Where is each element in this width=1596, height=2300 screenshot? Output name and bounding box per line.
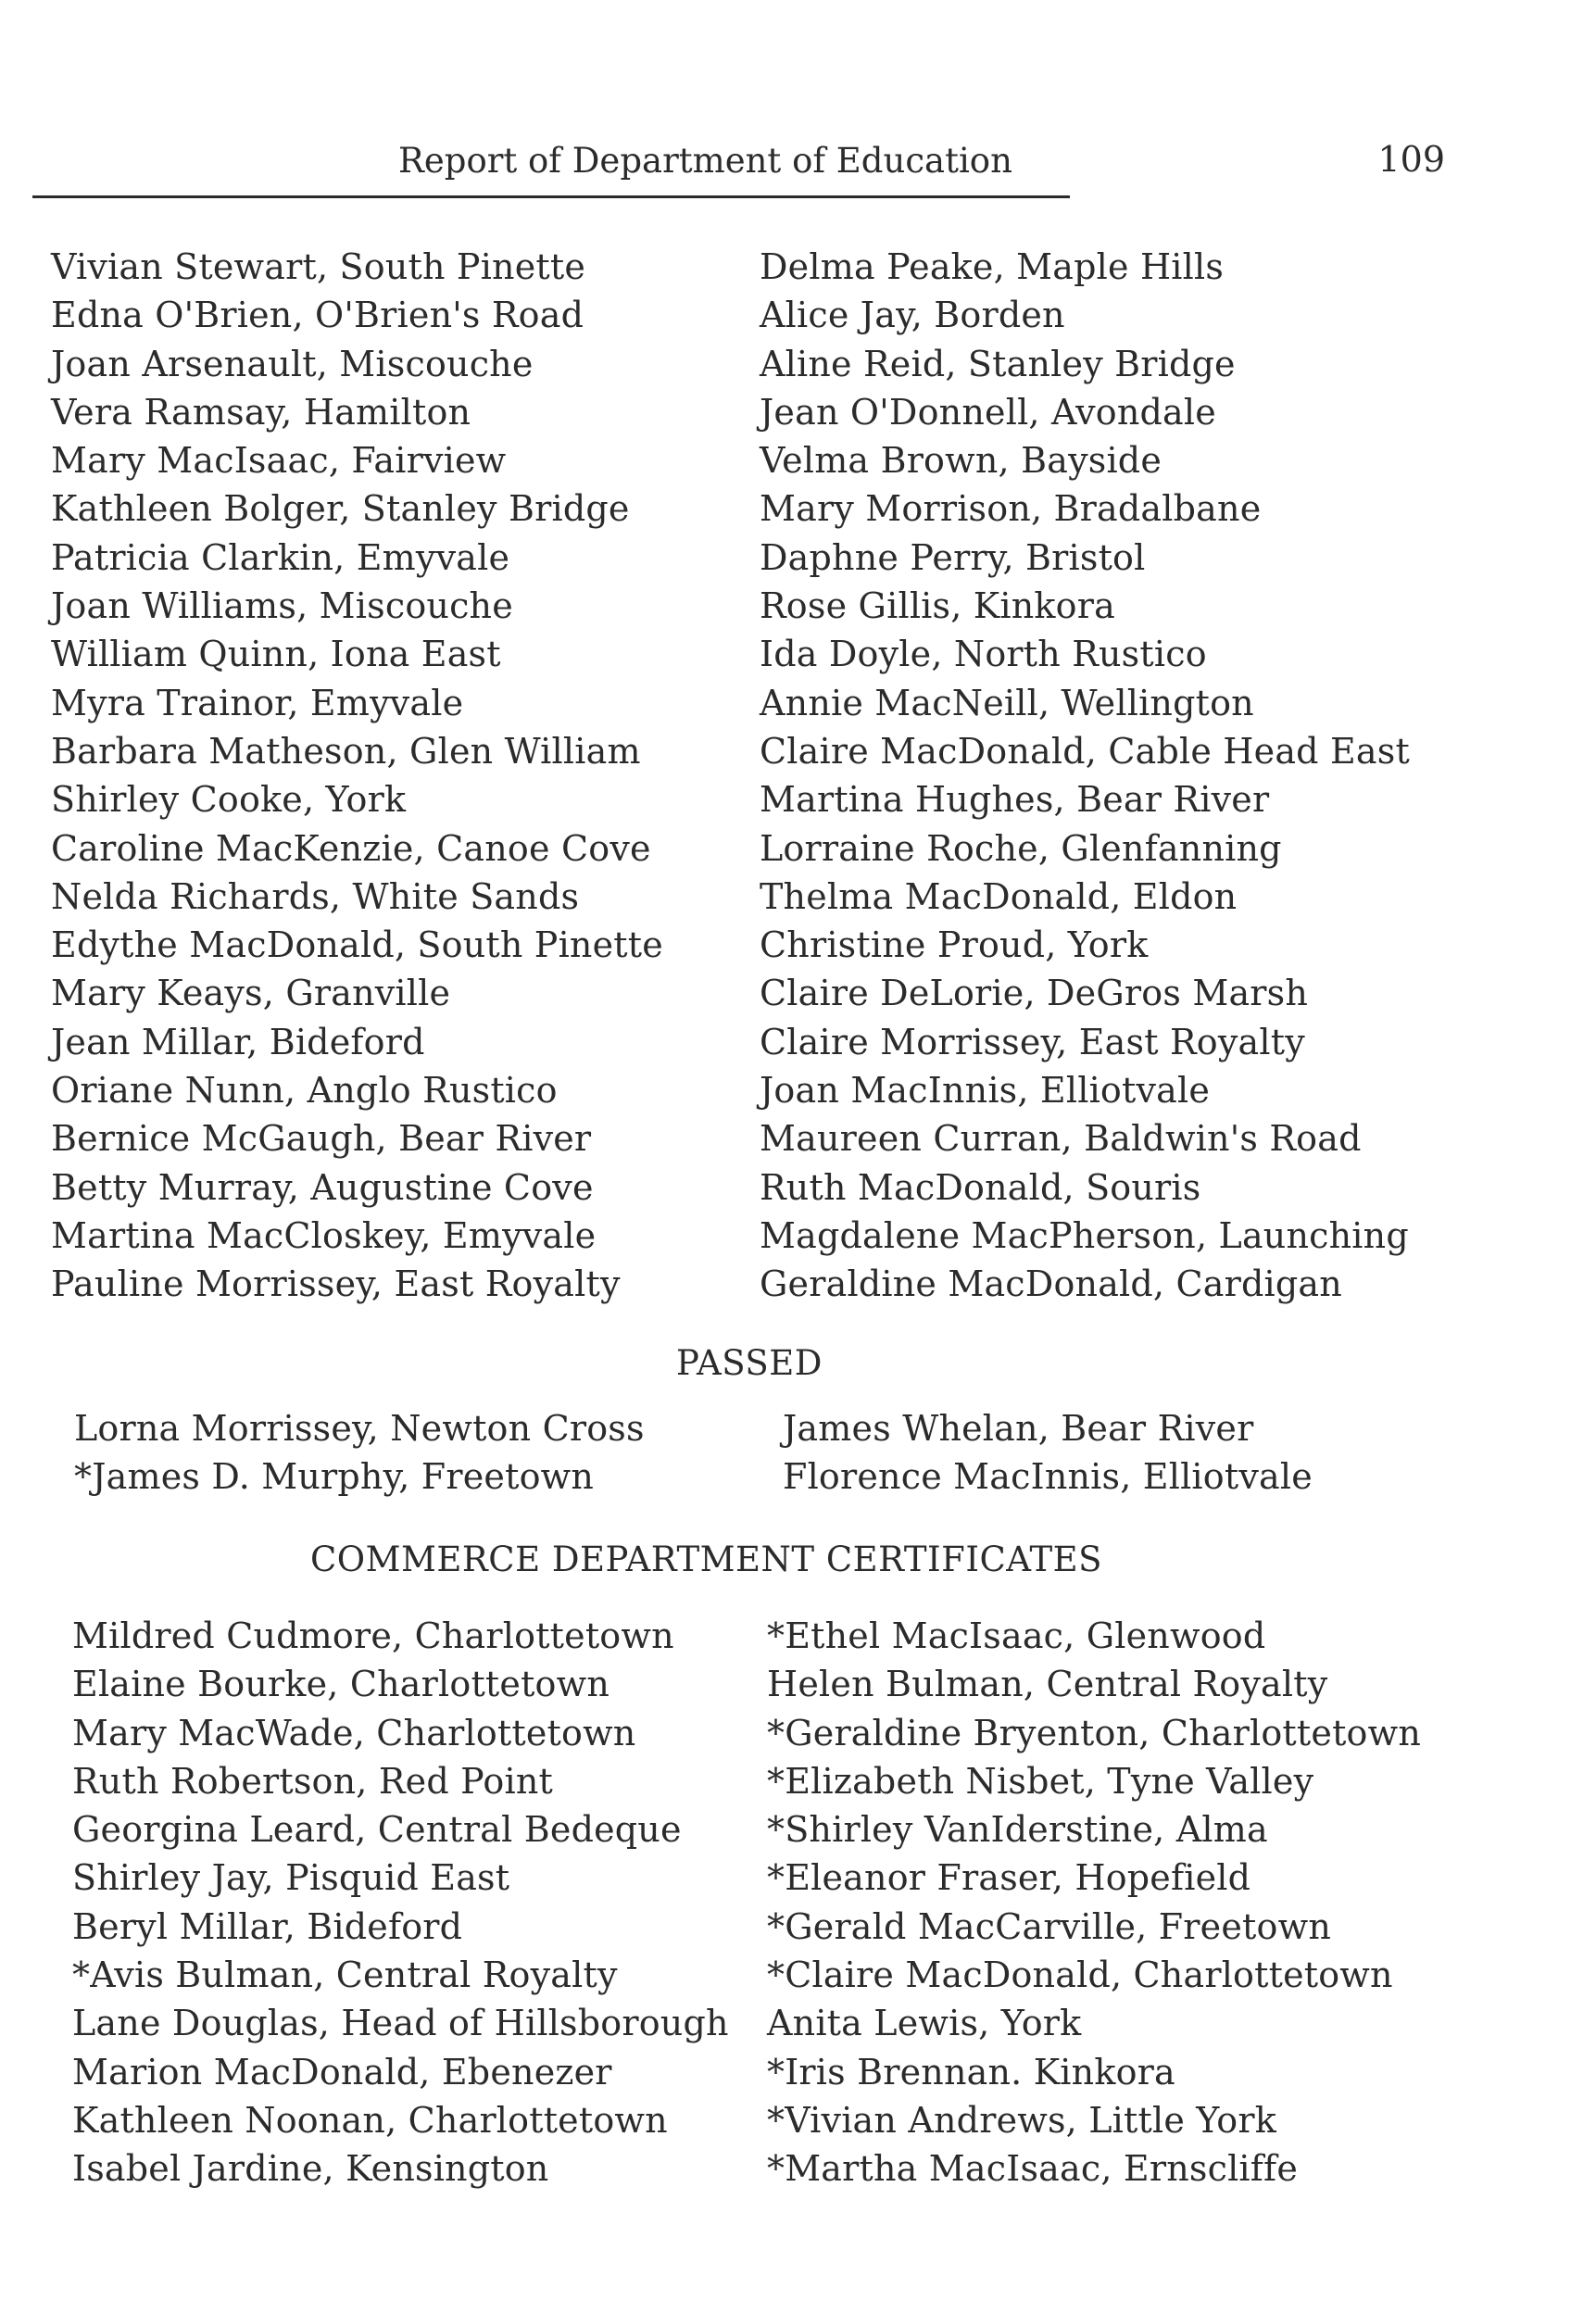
- list-item: Martina MacCloskey, Emyvale: [51, 1214, 597, 1256]
- list-item: Beryl Millar, Bideford: [72, 1905, 463, 1947]
- list-item: *Avis Bulman, Central Royalty: [72, 1954, 618, 1996]
- list-item: *Geraldine Bryenton, Charlottetown: [767, 1712, 1422, 1753]
- names-list-left: [51, 243, 663, 1309]
- list-item: *Elizabeth Nisbet, Tyne Valley: [767, 1760, 1314, 1802]
- list-item: Mary MacWade, Charlottetown: [72, 1712, 636, 1753]
- list-item: Nelda Richards, White Sands: [51, 875, 580, 917]
- list-item: Daphne Perry, Bristol: [760, 536, 1146, 578]
- list-item: Marion MacDonald, Ebenezer: [72, 2051, 612, 2093]
- list-item: *Eleanor Fraser, Hopefield: [767, 1857, 1251, 1899]
- list-item: Joan Williams, Miscouche: [51, 585, 513, 627]
- passed-list-right: [783, 1404, 1313, 1502]
- page-number: 109: [1377, 139, 1445, 180]
- list-item: William Quinn, Iona East: [51, 634, 501, 675]
- running-title: Report of Department of Education: [398, 141, 1012, 181]
- list-item: Maureen Curran, Baldwin's Road: [760, 1118, 1362, 1160]
- section-heading-passed: PASSED: [676, 1343, 823, 1383]
- passed-list-left: [74, 1404, 645, 1502]
- list-item: Joan Arsenault, Miscouche: [51, 343, 534, 384]
- list-item: Magdalene MacPherson, Launching: [760, 1214, 1409, 1256]
- page-header: [32, 139, 1445, 195]
- list-item: *Gerald MacCarville, Freetown: [767, 1905, 1331, 1947]
- list-item: Jean Millar, Bideford: [51, 1021, 425, 1062]
- list-item: Vivian Stewart, South Pinette: [51, 246, 586, 287]
- list-item: Lane Douglas, Head of Hillsborough: [72, 2003, 729, 2044]
- list-item: Mary Keays, Granville: [51, 973, 451, 1014]
- list-item: Claire Morrissey, East Royalty: [760, 1021, 1305, 1062]
- commerce-list-left: [72, 1612, 729, 2193]
- list-item: Patricia Clarkin, Emyvale: [51, 536, 510, 578]
- list-item: Caroline MacKenzie, Canoe Cove: [51, 827, 651, 869]
- list-item: Oriane Nunn, Anglo Rustico: [51, 1070, 558, 1112]
- list-item: Martina Hughes, Bear River: [760, 779, 1270, 821]
- header-rule: [32, 195, 1070, 198]
- list-item: Kathleen Noonan, Charlottetown: [72, 2099, 668, 2141]
- list-item: Rose Gillis, Kinkora: [760, 585, 1115, 627]
- list-item: Christine Proud, York: [760, 924, 1149, 966]
- list-item: Shirley Cooke, York: [51, 779, 407, 821]
- list-item: Ruth MacDonald, Souris: [760, 1166, 1201, 1208]
- list-item: Mary MacIsaac, Fairview: [51, 440, 507, 482]
- list-item: Shirley Jay, Pisquid East: [72, 1857, 510, 1899]
- list-item: *Vivian Andrews, Little York: [767, 2099, 1276, 2141]
- list-item: Annie MacNeill, Wellington: [760, 682, 1254, 723]
- list-item: *Shirley VanIderstine, Alma: [767, 1809, 1268, 1851]
- list-item: Anita Lewis, York: [767, 2003, 1082, 2044]
- list-item: *Claire MacDonald, Charlottetown: [767, 1954, 1393, 1996]
- list-item: Claire DeLorie, DeGros Marsh: [760, 973, 1309, 1014]
- list-item: Kathleen Bolger, Stanley Bridge: [51, 488, 630, 530]
- list-item: Delma Peake, Maple Hills: [760, 246, 1225, 287]
- list-item: Thelma MacDonald, Eldon: [760, 875, 1238, 917]
- list-item: Ruth Robertson, Red Point: [72, 1760, 553, 1802]
- list-item: Mary Morrison, Bradalbane: [760, 488, 1262, 530]
- list-item: James Whelan, Bear River: [783, 1408, 1254, 1449]
- list-item: Elaine Bourke, Charlottetown: [72, 1664, 610, 1705]
- list-item: *Ethel MacIsaac, Glenwood: [767, 1615, 1266, 1656]
- list-item: Lorraine Roche, Glenfanning: [760, 827, 1282, 869]
- list-item: Geraldine MacDonald, Cardigan: [760, 1263, 1342, 1305]
- list-item: Pauline Morrissey, East Royalty: [51, 1263, 621, 1305]
- list-item: Georgina Leard, Central Bedeque: [72, 1809, 682, 1851]
- list-item: Barbara Matheson, Glen William: [51, 730, 641, 772]
- list-item: *Martha MacIsaac, Ernscliffe: [767, 2148, 1299, 2190]
- list-item: Bernice McGaugh, Bear River: [51, 1118, 592, 1160]
- list-item: Aline Reid, Stanley Bridge: [760, 343, 1236, 384]
- list-item: Florence MacInnis, Elliotvale: [783, 1456, 1313, 1498]
- list-item: Jean O'Donnell, Avondale: [760, 391, 1216, 433]
- list-item: Claire MacDonald, Cable Head East: [760, 730, 1410, 772]
- list-item: Mildred Cudmore, Charlottetown: [72, 1615, 674, 1656]
- list-item: Ida Doyle, North Rustico: [760, 634, 1207, 675]
- list-item: Isabel Jardine, Kensington: [72, 2148, 549, 2190]
- list-item: Edythe MacDonald, South Pinette: [51, 924, 663, 966]
- names-list-right: [760, 243, 1410, 1309]
- list-item: Vera Ramsay, Hamilton: [51, 391, 471, 433]
- list-item: Lorna Morrissey, Newton Cross: [74, 1408, 645, 1449]
- list-item: Edna O'Brien, O'Brien's Road: [51, 295, 584, 336]
- list-item: Joan MacInnis, Elliotvale: [760, 1070, 1211, 1112]
- commerce-list-right: [767, 1612, 1421, 2193]
- list-item: Alice Jay, Borden: [760, 295, 1065, 336]
- list-item: Helen Bulman, Central Royalty: [767, 1664, 1328, 1705]
- section-heading-commerce: COMMERCE DEPARTMENT CERTIFICATES: [310, 1540, 1103, 1579]
- list-item: *Iris Brennan. Kinkora: [767, 2051, 1175, 2093]
- list-item: *James D. Murphy, Freetown: [74, 1456, 595, 1498]
- list-item: Betty Murray, Augustine Cove: [51, 1166, 594, 1208]
- list-item: Velma Brown, Bayside: [760, 440, 1162, 482]
- list-item: Myra Trainor, Emyvale: [51, 682, 464, 723]
